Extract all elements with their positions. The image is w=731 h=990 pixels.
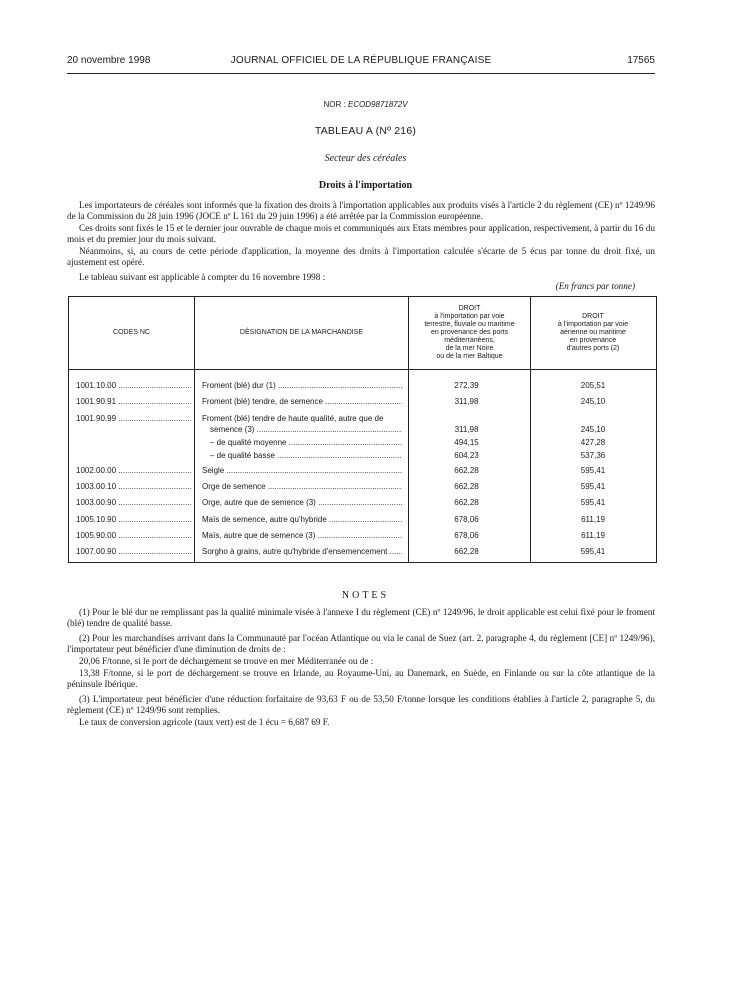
duty-value-terrestre: 662,28 bbox=[454, 498, 479, 507]
header-rule bbox=[67, 73, 655, 74]
nc-code: 1001.10.00 ..... bbox=[76, 380, 192, 391]
product-designation: Orge de semence ..... bbox=[202, 481, 402, 492]
product-designation: Orge, autre que de semence (3) ..... bbox=[202, 497, 402, 508]
intro-text bbox=[67, 200, 655, 284]
duty-value-aerienne: 595,41 bbox=[580, 498, 606, 507]
duty-value-terrestre: 662,28 bbox=[454, 482, 479, 491]
duty-value-aerienne: 611,19 bbox=[581, 531, 605, 540]
tableau-title: TABLEAU A (Nº 216) bbox=[314, 125, 417, 137]
journal-title: JOURNAL OFFICIEL DE LA RÉPUBLIQUE FRANÇAISE bbox=[230, 55, 492, 66]
nor-code: ECOD9871872V bbox=[347, 100, 408, 109]
nc-code: 1005.90.00 ..... bbox=[76, 530, 192, 541]
note-2a: 20,06 F/tonne, si le port de déchargement se trouve en mer Méditerranée ou de : bbox=[79, 656, 374, 666]
duty-value-terrestre: 662,28 bbox=[454, 466, 479, 475]
product-designation: Seigle ..... bbox=[202, 465, 402, 476]
duty-value-terrestre: 311,98 bbox=[454, 397, 479, 406]
nc-code: 1003.00.90 ..... bbox=[76, 497, 192, 508]
nor-reference bbox=[0, 100, 731, 109]
section-title: Droits à l'importation bbox=[318, 180, 413, 191]
intro-paragraph-4: Le tableau suivant est applicable à compter du 16 novembre 1998 : bbox=[79, 272, 326, 282]
product-designation: – de qualité moyenne ..... bbox=[210, 437, 402, 448]
duty-value-terrestre: 272,39 bbox=[454, 381, 479, 390]
header-designation: DÉSIGNATION DE LA MARCHANDISE bbox=[239, 329, 364, 336]
duty-value-aerienne: 611,19 bbox=[581, 515, 605, 524]
nor-label: NOR : bbox=[323, 100, 346, 109]
duty-value-aerienne: 595,41 bbox=[580, 547, 606, 556]
duty-value-terrestre: 678,06 bbox=[454, 515, 479, 524]
duty-value-aerienne: 427,28 bbox=[580, 438, 606, 447]
running-head bbox=[67, 55, 655, 69]
product-designation: Froment (blé) tendre de haute qualité, autre que de bbox=[202, 414, 384, 423]
duties-table bbox=[68, 296, 657, 563]
product-designation: Sorgho à grains, autre qu'hybride d'ensemencement ..... bbox=[202, 546, 402, 557]
duty-value-aerienne: 537,36 bbox=[580, 451, 606, 460]
duty-value-terrestre: 604,23 bbox=[454, 451, 479, 460]
sector-subtitle: Secteur des céréales bbox=[324, 153, 407, 164]
nc-code: 1005.10.90 ..... bbox=[76, 514, 192, 525]
duty-value-aerienne: 595,41 bbox=[580, 466, 606, 475]
nc-code: 1007.00.90 ..... bbox=[76, 546, 192, 557]
duty-value-terrestre: 494,15 bbox=[454, 438, 479, 447]
product-designation: Froment (blé) dur (1) ..... bbox=[202, 380, 402, 391]
nc-code: 1001.90.91 ..... bbox=[76, 396, 192, 407]
duty-value-aerienne: 205,51 bbox=[580, 381, 606, 390]
duty-value-aerienne: 595,41 bbox=[580, 482, 606, 491]
note-2: (2) Pour les marchandises arrivant dans la Communauté par l'océan Atlantique ou via le canal de Suez (art. 2, paragraphe 4, du règlement [CE] nº 1249/96), l'importateur peut bénéficier d'une diminution de droits de : bbox=[67, 633, 655, 654]
notes-title: NOTES bbox=[341, 590, 390, 601]
product-designation: Maïs de semence, autre qu'hybride ..... bbox=[202, 514, 402, 525]
nc-code: 1002.00.00 ..... bbox=[76, 465, 192, 476]
nc-code: 1001.90.99 ..... bbox=[76, 413, 192, 424]
unit-note: (En francs par tonne) bbox=[555, 281, 635, 291]
note-conversion: Le taux de conversion agricole (taux vert) est de 1 écu = 6,687 69 F. bbox=[79, 717, 330, 727]
intro-paragraph-2: Ces droits sont fixés le 15 et le dernier jour ouvrable de chaque mois et communiqués aux Etats membres pour application, respectivement, à partir du 16 du mois et du premier jour du mois suivant. bbox=[67, 223, 655, 244]
intro-paragraph-1: Les importateurs de céréales sont informés que la fixation des droits à l'importation applicables aux produits visés à l'article 2 du règlement (CE) nº 1249/96 de la Commission du 28 juin 1996 (JOCE nº L 161 du 29 juin 1996) a été arrêtée par la Commission européenne. bbox=[67, 200, 655, 221]
page-date: 20 novembre 1998 bbox=[67, 55, 151, 66]
duty-value-terrestre: 662,28 bbox=[454, 547, 479, 556]
product-designation: – de qualité basse ..... bbox=[210, 450, 402, 461]
header-divider bbox=[69, 369, 656, 370]
product-designation: Froment (blé) tendre, de semence ..... bbox=[202, 396, 402, 407]
nc-code: 1003.00.10 ..... bbox=[76, 481, 192, 492]
duty-value-aerienne: 245,10 bbox=[580, 425, 606, 434]
note-2b: 13,38 F/tonne, si le port de déchargement se trouve en Irlande, au Royaume-Uni, au Danemark, en Suède, en Finlande ou sur la côte atlantique de la péninsule Ibérique. bbox=[67, 668, 655, 689]
product-designation: Maïs, autre que de semence (3) ..... bbox=[202, 530, 402, 541]
duty-value-terrestre: 678,06 bbox=[454, 531, 479, 540]
note-3: (3) L'importateur peut bénéficier d'une réduction forfaitaire de 93,63 F ou de 53,50 F/tonne lorsque les conditions établies à l'article 2, paragraphe 5, du règlement (CE) nº 1249/96 sont remplies. bbox=[67, 694, 655, 715]
header-codes-nc: CODES NC bbox=[113, 329, 150, 336]
product-designation: semence (3) ..... bbox=[210, 424, 402, 435]
page-number: 17565 bbox=[627, 55, 655, 66]
intro-paragraph-3: Néanmoins, si, au cours de cette période d'application, la moyenne des droits à l'importation calculée s'écarte de 5 écus par tonne du droit fixé, un ajustement est opéré. bbox=[67, 246, 655, 267]
header-droit-terrestre: DROIT à l'importation par voie terrestre, fluviale ou maritime en provenance des ports méditerranéens, de la mer Noire ou de la mer Baltique bbox=[424, 305, 515, 360]
duty-value-aerienne: 245,10 bbox=[580, 397, 606, 406]
notes-section bbox=[67, 607, 655, 732]
note-1: (1) Pour le blé dur ne remplissant pas la qualité minimale visée à l'annexe I du règlement (CE) nº 1249/96, le droit applicable est celui fixé pour le froment (blé) tendre de qualité basse. bbox=[67, 607, 655, 628]
duty-value-terrestre: 311,98 bbox=[454, 425, 479, 434]
header-droit-aerienne: DROIT à l'importation par voie aérienne ou maritime en provenance d'autres ports (2) bbox=[557, 313, 629, 352]
